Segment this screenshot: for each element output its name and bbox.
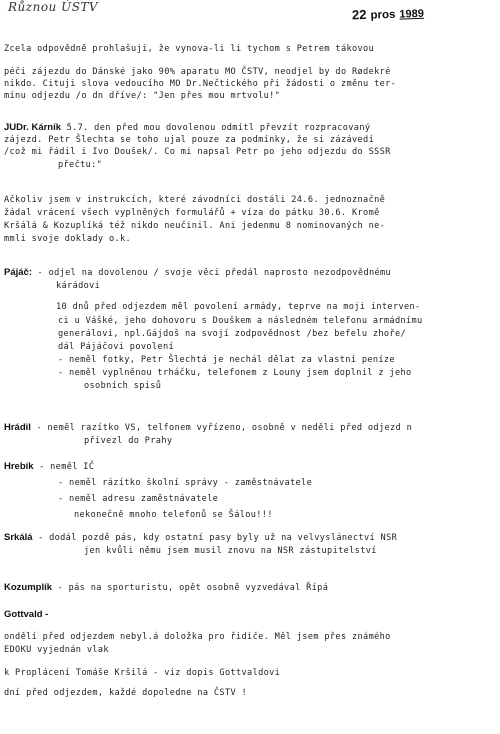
person-name-karnik: JUDr. Kárník — [4, 122, 62, 133]
pajac-line: kárádovi — [56, 281, 101, 291]
karnik-line: /což mi řádil i Ivo Doušek/. Co mi napsal Petr po jeho odjezdu do SSSR — [4, 147, 391, 157]
hrebik-line: - neměl adresu zaměstnávatele — [58, 494, 219, 504]
intro-line: péči zájezdu do Dánské jako 90% aparatu MO ČSTV, neodjel by do Rødekré — [4, 67, 391, 77]
letter-line: mmli svoje doklady o.k. — [4, 234, 132, 244]
gottwald-line: ondělí před odjezdem nebyl.á doložka pro řidiče. Měl jsem přes známého — [4, 632, 391, 642]
person-name-gottwald: Gottvald - — [4, 609, 49, 620]
pajac-line: 10 dnů před odjezdem měl povolení armády, teprve na moji interven- — [56, 302, 421, 312]
letter-line: Ačkoliv jsem v instrukcích, které závodníci dostáli 24.6. jednoznačně — [4, 195, 386, 205]
tail-line: k Proplácení Tomáše Kršilá - viz dopis Gottvaldovi — [4, 668, 281, 678]
pajac-line: Pájáč: - odjel na dovolenou / svoje věci předál naprosto nezodpovědnému — [4, 267, 392, 278]
karnik-line: zájezd. Petr Šlechta se toho ujal pouze za podmínky, že si zázávedí — [4, 135, 375, 145]
hradil-line: přivezl do Prahy — [84, 436, 173, 446]
pajac-line: ci u Vášké, jeho dohovoru s Douškem a následném telefonu armádnímu — [58, 316, 423, 326]
pajac-line: generálovi, npl.Gájdoš na svojí zodpovědnost /bez befelu zhoře/ — [58, 329, 407, 339]
intro-line: nikdo. Cituji slova vedoucího MO Dr.Nečtického při žádosti o změnu ter- — [4, 79, 397, 89]
hrebik-line: nekonečně mnoho telefonů se Šálou!!! — [74, 510, 273, 520]
person-name-pajac: Pájáč: — [4, 267, 32, 278]
handwritten-note: Různou ÚSTV — [8, 0, 99, 14]
srkala-line: jen kvůli němu jsem musil znovu na NSR zástupitelství — [84, 546, 377, 556]
intro-line: Zcela odpovědně prohlašuji, že vynova-li li tychom s Petrem tákovou — [4, 44, 375, 54]
stamp-day: 22 — [351, 6, 367, 23]
letter-line: žádal vrácení všech vyplněných formulářů + víza do pátku 30.6. Kromě — [4, 208, 380, 218]
letter-line: Kršálá & Kozuplíká též nikdo neučinil. Ani jedenmu 8 nominovaných ne- — [4, 221, 386, 231]
person-name-kozumplik: Kozumplík — [4, 582, 53, 593]
pajac-line: dál Pájáčovi povolení — [58, 342, 175, 352]
pajac-line: - neměl fotky, Petr Šlechtá je nechál dělat za vlastní peníze — [58, 355, 395, 365]
hradil-line: Hrádil - neměl razítko VS, telfonem vyřízeno, osobně v neděli před odjezd n — [4, 422, 413, 433]
pajac-line: osobních spisů — [84, 381, 162, 391]
person-name-hradil: Hrádil — [4, 422, 31, 433]
hrebik-line: Hrebík - neměl IČ — [4, 461, 95, 472]
tail-line: dní před odjezdem, každé dopoledne na ČSTV ! — [4, 688, 248, 698]
karnik-line: JUDr. Kárník 5.7. den před mou dovolenou odmítl převzít rozpracovaný — [4, 122, 371, 133]
person-name-hrebik: Hrebík — [4, 461, 34, 472]
gottwald-line: EDOKU vyjednán vlak — [4, 645, 109, 655]
pajac-line: - neměl vyplněnou trháčku, telefonem z Louny jsem doplnil z jeho — [58, 368, 412, 378]
person-name-srkala: Srkálá — [4, 532, 33, 543]
karnik-line: přečtu:" — [58, 160, 103, 170]
intro-line: mínu odjezdu /o dn dříve/: "Jen přes mou mrtvolu!" — [4, 91, 281, 101]
hrebik-line: - neměl rázítko školní správy - zaměstnávatele — [58, 478, 313, 488]
stamp-year: 1989 — [399, 7, 425, 21]
date-stamp — [352, 5, 428, 23]
srkala-line: Srkálá - dodál pozdě pás, kdy ostatní pasy byly už na velvyslánectví NSR — [4, 532, 398, 543]
gottwald-line — [4, 610, 48, 620]
kozumplik-line: Kozumplík - pás na sporturistu, opět osobně vyzvedával Řípá — [4, 582, 329, 593]
stamp-month: pros — [370, 8, 396, 22]
